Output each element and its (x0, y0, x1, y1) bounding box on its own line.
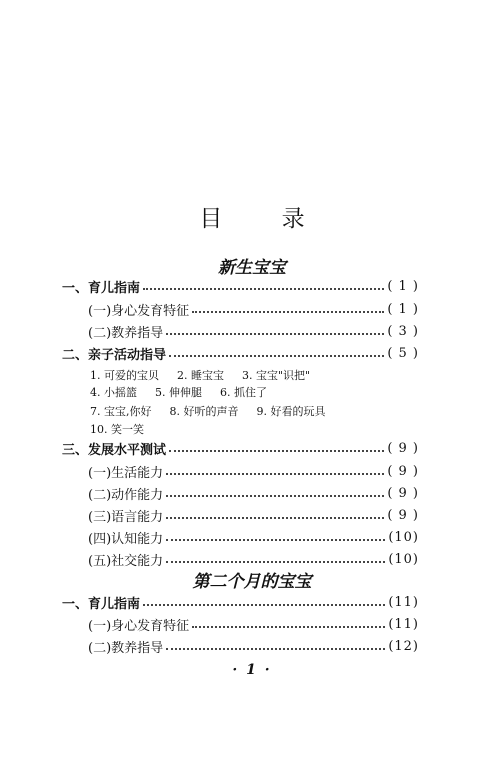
toc-entry-parent-child-activities[interactable] (62, 343, 419, 363)
dot-leader (166, 648, 385, 650)
toc-page-number: ( 9 ) (387, 485, 419, 501)
activity-item: 8. 好听的声音 (169, 405, 239, 418)
toc-entry-social-skills[interactable] (88, 549, 419, 569)
toc-entry-label: 一、育儿指南 (62, 280, 141, 296)
toc-page-number: ( 3 ) (387, 323, 419, 339)
dot-leader (143, 604, 385, 606)
toc-entry-label: (一)身心发育特征 (88, 303, 190, 319)
page-title: 目 录 (199, 206, 331, 232)
activity-item: 7. 宝宝,你好 (90, 405, 152, 418)
toc-entry-label: (三)语言能力 (88, 509, 164, 525)
toc-entry-education[interactable] (88, 321, 419, 341)
toc-page-number: (10) (388, 551, 419, 567)
activity-line (90, 367, 328, 383)
toc-page-number: (12) (388, 638, 419, 654)
toc-entry-cognitive-skills[interactable] (88, 527, 419, 547)
toc-page-number: (10) (388, 529, 419, 545)
activity-item: 4. 小摇篮 (90, 386, 137, 399)
toc-entry-label: (五)社交能力 (88, 553, 164, 569)
toc-entry-label: (二)教养指导 (88, 640, 164, 656)
toc-page-number: ( 9 ) (387, 463, 419, 479)
toc-entry-label: 一、育儿指南 (62, 596, 141, 612)
toc-entry-education[interactable] (88, 636, 419, 656)
toc-entry-label: 三、发展水平测试 (62, 442, 167, 458)
toc-entry-label: (二)教养指导 (88, 325, 164, 341)
activity-item: 2. 睡宝宝 (177, 369, 224, 382)
activity-item: 10. 笑一笑 (90, 423, 144, 436)
activity-line (90, 384, 285, 400)
toc-entry-development-test[interactable] (62, 438, 419, 458)
toc-page-number: (11) (388, 594, 419, 610)
dot-leader (143, 288, 384, 290)
toc-entry-development[interactable] (88, 299, 419, 319)
activity-item: 5. 伸伸腿 (155, 386, 202, 399)
toc-entry-label: (一)身心发育特征 (88, 618, 190, 634)
dot-leader (166, 561, 385, 563)
toc-page-number: (11) (388, 616, 419, 632)
dot-leader (192, 626, 385, 628)
dot-leader (169, 355, 384, 357)
activity-line (90, 403, 344, 419)
activity-line (90, 421, 162, 437)
section-heading-second-month: 第二个月的宝宝 (192, 572, 312, 592)
dot-leader (166, 495, 384, 497)
dot-leader (169, 450, 384, 452)
dot-leader (192, 311, 384, 313)
dot-leader (166, 539, 385, 541)
toc-page-number: ( 5 ) (387, 345, 419, 361)
dot-leader (166, 473, 384, 475)
toc-page-number: ( 1 ) (387, 301, 419, 317)
activity-item: 6. 抓住了 (220, 386, 267, 399)
toc-entry-parenting-guide[interactable] (62, 276, 419, 296)
section-heading-newborn: 新生宝宝 (218, 258, 286, 278)
toc-entry-label: (四)认知能力 (88, 531, 164, 547)
toc-entry-label: (一)生活能力 (88, 465, 164, 481)
dot-leader (166, 517, 384, 519)
activity-item: 9. 好看的玩具 (256, 405, 326, 418)
toc-entry-development[interactable] (88, 614, 419, 634)
toc-entry-language-skills[interactable] (88, 505, 419, 525)
activity-item: 3. 宝宝"识把" (242, 369, 311, 382)
toc-entry-label: 二、亲子活动指导 (62, 347, 167, 363)
toc-entry-label: (二)动作能力 (88, 487, 164, 503)
page-number-footer: · 1 · (232, 662, 272, 678)
toc-page-number: ( 9 ) (387, 440, 419, 456)
toc-entry-parenting-guide[interactable] (62, 592, 419, 612)
activity-item: 1. 可爱的宝贝 (90, 369, 159, 382)
toc-page-number: ( 1 ) (387, 278, 419, 294)
toc-page-number: ( 9 ) (387, 507, 419, 523)
toc-entry-life-skills[interactable] (88, 461, 419, 481)
toc-entry-motor-skills[interactable] (88, 483, 419, 503)
dot-leader (166, 333, 384, 335)
